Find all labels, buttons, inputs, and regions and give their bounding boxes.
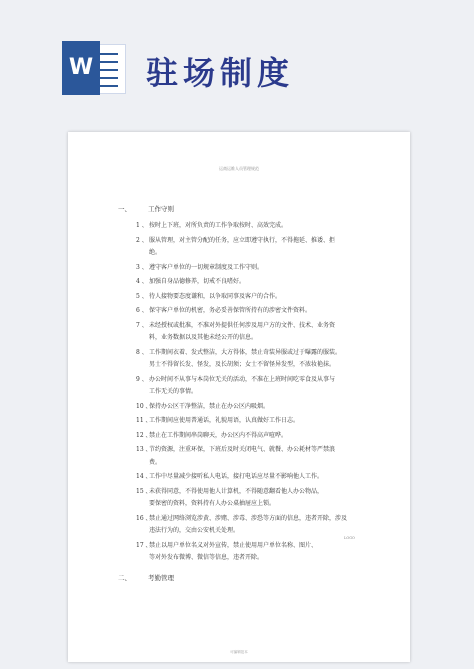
word-letter: W bbox=[68, 55, 94, 80]
list-item-text: 服从管理，对主管分配的任务，应立即遵守执行，不得拖延、推诿、拒 bbox=[149, 236, 336, 244]
list-item-text: 工作中尽量减少接听私人电话，接打电话应尽量不影响他人工作。 bbox=[149, 473, 324, 480]
document-page bbox=[68, 132, 410, 662]
list-item-continuation: 男士不得留长发、怪发，及长胡须；女士不留怪异发型，不浓妆艳抹。 bbox=[149, 361, 336, 368]
list-item-number: 16 、 bbox=[136, 514, 152, 522]
list-item-continuation: 违法行为的，交由公安机关处理。 bbox=[149, 527, 240, 534]
page-small-header: 运商运维人员管理规范 bbox=[219, 166, 259, 171]
list-item-text: 禁止在工作期间串岗聊天，办公区内不得高声喧哗。 bbox=[149, 431, 288, 439]
section-heading bbox=[118, 204, 174, 213]
list-item-text: 保持办公区干净整洁，禁止在办公区内吸烟。 bbox=[149, 402, 270, 410]
list-item-number: 1 、 bbox=[136, 222, 148, 229]
list-item-text: 加强自身品德修养，切戒不良嗜好。 bbox=[149, 278, 246, 285]
list-item-number: 5 、 bbox=[136, 292, 148, 300]
list-item-number: 13 、 bbox=[136, 446, 152, 453]
section-number: 一、 bbox=[118, 205, 131, 213]
list-item-text: 待人接物要态度谦和，以争取同事及客户的合作。 bbox=[149, 292, 282, 300]
list-item-number: 3 、 bbox=[136, 263, 148, 271]
section-number: 二、 bbox=[118, 573, 131, 582]
list-item-number: 9 、 bbox=[136, 375, 148, 383]
list-item-text: 工作期间应使用普通话，礼貌用语，认真做好工作日志。 bbox=[149, 417, 300, 424]
list-item-number: 8 、 bbox=[136, 348, 148, 356]
list-item-text: 节约资源，注重环保，下班后及时关闭电气、就餐、办公耗材等严禁浪 bbox=[149, 446, 336, 453]
page-header bbox=[0, 0, 474, 118]
page-footer: 可编辑范本 bbox=[230, 650, 248, 654]
section-title: 工作守则 bbox=[148, 205, 174, 213]
list-item-text: 禁止通过网络浏览涉黄、涉赌、涉毒、涉恐等方面的信息，违者开除，涉及 bbox=[149, 514, 348, 522]
list-item-number: 12 、 bbox=[136, 431, 152, 439]
list-item-text: 未获得同意，不得使用他人计算机，不得随意翻看他人办公物品， bbox=[149, 487, 324, 495]
list-item-text: 遵守客户单位的一切规章制度及工作守则。 bbox=[149, 263, 264, 271]
list-item-number: 15 、 bbox=[136, 487, 152, 495]
list-item-number: 4 、 bbox=[136, 278, 148, 285]
list-item-continuation: 费。 bbox=[149, 458, 162, 466]
list-item-number: 7 、 bbox=[136, 321, 148, 329]
word-tile bbox=[62, 41, 100, 95]
list-item-text: 办公时间不从事与本岗位无关的活动，不准在上班时间吃零食及从事与 bbox=[149, 375, 336, 383]
section-title: 考勤管理 bbox=[148, 573, 174, 582]
list-item-text: 未经授权或批准，不准对外提供任何涉及用户方的文件、技术、业务资 bbox=[149, 321, 336, 329]
list-item-text: 工作期间衣着、发式整洁，大方得体，禁止奇装异服或过于曝露的服装。 bbox=[149, 348, 342, 356]
list-item-text: 禁止以用户单位名义对外宣传，禁止使用用户单位名称、图片、 bbox=[149, 541, 318, 549]
section-heading bbox=[118, 573, 174, 582]
list-item-number: 14 、 bbox=[136, 473, 152, 480]
list-item-continuation: 等对外发布微博、微信等信息，违者开除。 bbox=[149, 554, 264, 561]
list-item-number: 11 、 bbox=[136, 417, 152, 424]
list-item-continuation: 绝。 bbox=[149, 249, 162, 256]
list-item-text: 按时上下班，对所负责的工作争取按时、高效完成。 bbox=[149, 222, 288, 229]
word-icon bbox=[62, 41, 126, 95]
list-item-continuation: 要保密的资料，资料持有人办公桌抽屉应上锁。 bbox=[149, 500, 276, 507]
list-item-number: 2 、 bbox=[136, 236, 148, 244]
list-item-text: 保守客户单位的机密，务必妥善保管所持有的涉密文件资料。 bbox=[149, 307, 312, 314]
list-item-number: 6 、 bbox=[136, 307, 148, 314]
logo-mark: LOGO bbox=[344, 536, 355, 540]
list-item-number: 17 、 bbox=[136, 541, 152, 549]
list-item-number: 10 、 bbox=[136, 402, 152, 410]
document-title: 驻场制度 bbox=[146, 54, 295, 92]
list-item-continuation: 工作无关的事情。 bbox=[149, 388, 198, 395]
list-item-continuation: 料，业务数据以及其他未经公开的信息。 bbox=[149, 334, 258, 341]
